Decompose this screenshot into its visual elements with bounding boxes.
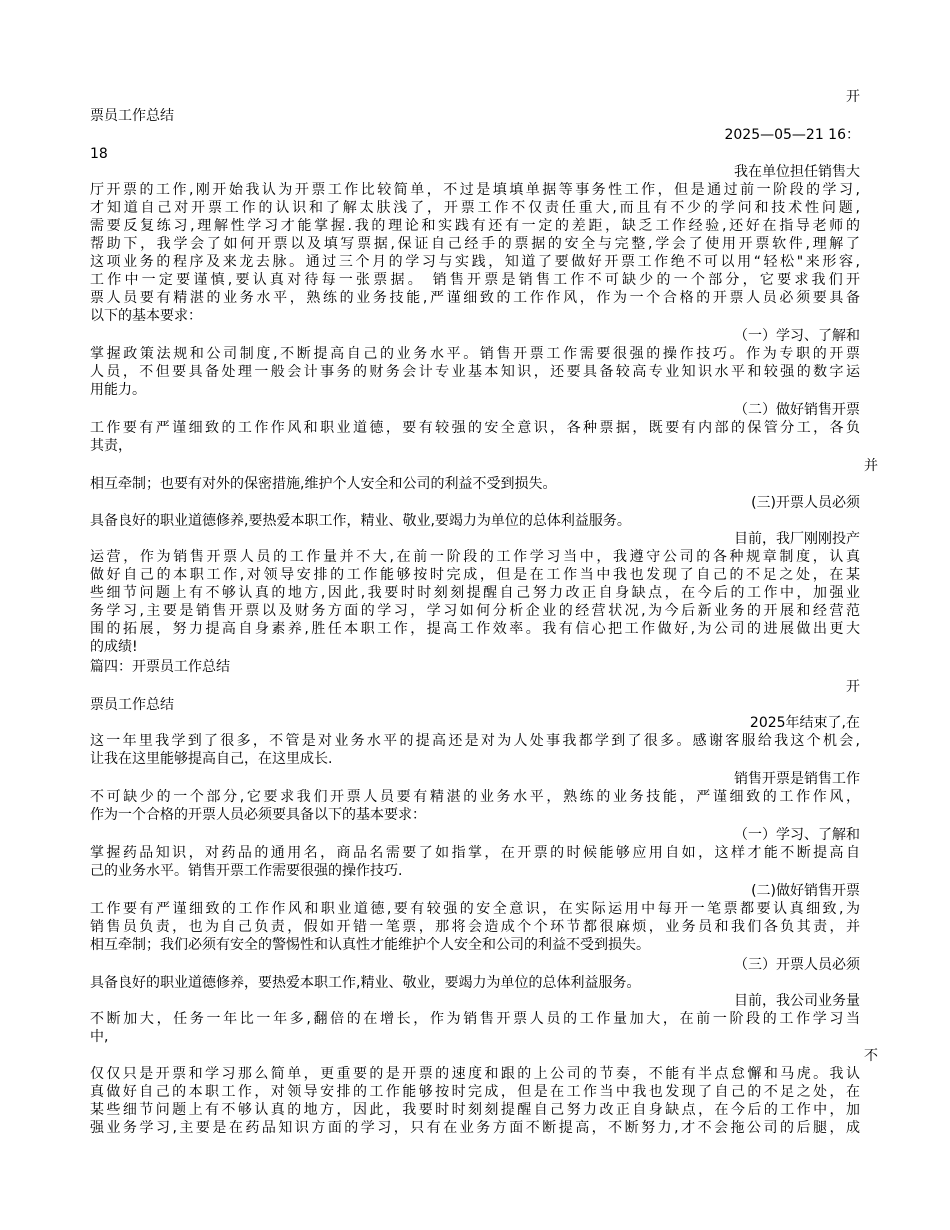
paragraph-line: 目前，我厂刚刚投产 [734, 531, 860, 547]
paragraph-line: 相互牵制；也要有对外的保密措施,维护个人安全和公司的利益不受到损失。 [90, 476, 557, 492]
paragraph-line: 销售员负责，也为自己负责，假如开错一笔票，那将会造成个个环节都很麻烦，业务员和我们各负其责，并 [90, 919, 860, 935]
paragraph-line: 并 [864, 458, 878, 474]
paragraph-line: 2025年结束了,在 [749, 715, 860, 731]
paragraph-line: 仅仅只是开票和学习那么简单，更重要的是开票的速度和跟的上公司的节奏，不能有半点怠懈和马虎。我认 [90, 1066, 860, 1082]
paragraph-line: 具备良好的职业道德修养，要热爱本职工作,精业、敬业，要竭力为单位的总体利益服务。 [90, 975, 641, 991]
paragraph-line: 让我在这里能够提高自己，在这里成长. [90, 751, 333, 767]
paragraph-line: 人员，不但要具备处理一般会计事务的财务会计专业基本知识，还要具备较高专业知识水平和较强的数字运 [90, 364, 860, 380]
paragraph-line: 做好自己的本职工作,对领导安排的工作能够按时完成，但是在工作当中我也发现了自己的不足之处，在某 [90, 567, 860, 583]
title-fragment-left: 票员工作总结 [90, 108, 174, 124]
paragraph-line: 这项业务的程序及来龙去脉。通过三个月的学习与实践，知道了要做好开票工作绝不可以用“轻松"来形容, [90, 254, 860, 270]
paragraph-line: 用能力。 [90, 382, 146, 398]
paragraph-line: 我在单位担任销售大 [734, 164, 860, 180]
paragraph-line: 帮助下，我学会了如何开票以及填写票据,保证自己经手的票据的安全与完整,学会了使用开票软件,理解了 [90, 236, 860, 252]
title-fragment-right: 开 [846, 679, 860, 695]
paragraph-line: 掌握药品知识，对药品的通用名，商品名需要了如指掌，在开票的时候能够应用自如，这样才能不断提高自 [90, 845, 860, 861]
paragraph-line: 厅开票的工作,刚开始我认为开票工作比较简单，不过是填填单据等事务性工作，但是通过前一阶段的学习, [90, 182, 860, 198]
paragraph-line: (三)开票人员必须 [751, 495, 860, 511]
paragraph-line: 务学习,主要是销售开票以及财务方面的学习，学习如何分析企业的经营状况,为今后新业务的开展和经营范 [90, 603, 860, 619]
paragraph-line: 具备良好的职业道德修养,要热爱本职工作，精业、敬业,要竭力为单位的总体利益服务。 [90, 513, 631, 529]
date-left: 18 [90, 146, 108, 162]
paragraph-line: 这一年里我学到了很多，不管是对业务水平的提高还是对为人处事我都学到了很多。感谢客服给我这个机会, [90, 733, 860, 749]
paragraph-line: 些细节问题上有不够认真的地方,因此,我要时时刻刻提醒自己努力改正自身缺点，在今后的工作中，加强业 [90, 585, 860, 601]
paragraph-line: （一）学习、了解和 [734, 827, 860, 843]
paragraph-line: 需要反复练习,理解性学习才能掌握.我的理论和实践有还有一定的差距，缺乏工作经验,还好在指导老师的 [90, 218, 860, 234]
paragraph-line: （三）开票人员必须 [734, 957, 860, 973]
paragraph-line: 工作要有严谨细致的工作作风和职业道德，要有较强的安全意识，各种票据，既要有内部的保管分工，各负 [90, 420, 860, 436]
paragraph-line: （一）学习、了解和 [734, 328, 860, 344]
paragraph-line: 的成绩! [90, 639, 138, 655]
paragraph-line: （二）做好销售开票 [734, 402, 860, 418]
paragraph-line: 己的业务水平。销售开票工作需要很强的操作技巧. [90, 863, 403, 879]
paragraph-line: 不 [864, 1048, 878, 1064]
paragraph-line: 相互牵制；我们必须有安全的警惕性和认真性才能维护个人安全和公司的利益不受到损失。 [90, 937, 650, 953]
paragraph-line: 销售开票是销售工作 [734, 771, 860, 787]
paragraph-line: 工作要有严谨细致的工作作风和职业道德,要有较强的安全意识，在实际运用中每开一笔票都要认真细致,为 [90, 901, 860, 917]
paragraph-line: 掌握政策法规和公司制度,不断提高自己的业务水平。销售开票工作需要很强的操作技巧。作为专职的开票 [90, 346, 860, 362]
paragraph-line: (二)做好销售开票 [751, 883, 860, 899]
paragraph-line: 强业务学习,主要是在药品知识方面的学习，只有在业务方面不断提高，不断努力,才不会拖公司的后腿，成 [90, 1120, 860, 1136]
paragraph-line: 某些细节问题上有不够认真的地方，因此，我要时时刻刻提醒自己努力改正自身缺点，在今后的工作中，加 [90, 1102, 860, 1118]
title-fragment-left: 票员工作总结 [90, 697, 174, 713]
paragraph-line: 作为一个合格的开票人员必须要具备以下的基本要求： [90, 807, 426, 823]
paragraph-line: 不断加大，任务一年比一年多,翻倍的在增长，作为销售开票人员的工作量加大，在前一阶段的工作学习当 [90, 1011, 860, 1027]
paragraph-line: 目前，我公司业务量 [734, 993, 860, 1009]
section-heading: 篇四：开票员工作总结 [90, 659, 230, 675]
paragraph-line: 真做好自己的本职工作，对领导安排的工作能够按时完成，但是在工作当中我也发现了自己的不足之处，在 [90, 1084, 860, 1100]
paragraph-line: 票人员要有精湛的业务水平，熟练的业务技能,严谨细致的工作作风，作为一个合格的开票人员必须要具备 [90, 290, 860, 306]
paragraph-line: 工作中一定要谨慎,要认真对待每一张票据。 销售开票是销售工作不可缺少的一个部分，它要求我们开 [90, 272, 860, 288]
date-right: 2025—05—21 16： [724, 127, 860, 143]
title-fragment-right: 开 [846, 89, 860, 105]
paragraph-line: 运营，作为销售开票人员的工作量并不大,在前一阶段的工作学习当中，我遵守公司的各种规章制度，认真 [90, 549, 860, 565]
paragraph-line: 围的拓展，努力提高自身素养,胜任本职工作，提高工作效率。我有信心把工作做好,为公司的进展做出更大 [90, 621, 860, 637]
paragraph-line: 不可缺少的一个部分,它要求我们开票人员要有精湛的业务水平，熟练的业务技能，严谨细致的工作作风， [90, 789, 860, 805]
paragraph-line: 以下的基本要求： [90, 308, 202, 324]
paragraph-line: 其责， [90, 438, 132, 454]
paragraph-line: 中, [90, 1029, 109, 1045]
paragraph-line: 才知道自己对开票工作的认识和了解太肤浅了，开票工作不仅责任重大,而且有不少的学问和技术性问题, [90, 200, 860, 216]
